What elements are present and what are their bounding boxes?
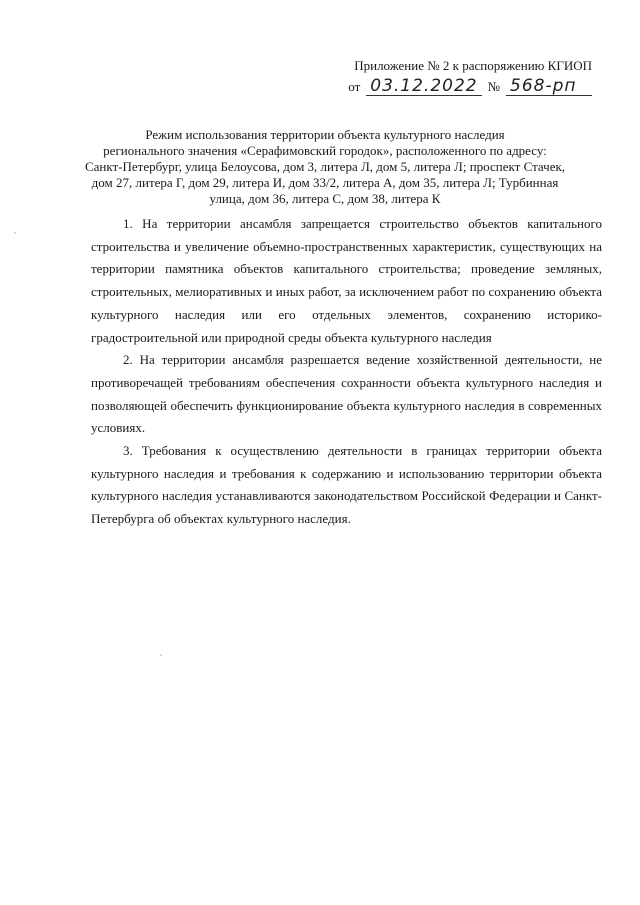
order-reference (348, 77, 592, 96)
document-header (348, 57, 592, 96)
number-label: № (487, 79, 500, 94)
document-body (91, 213, 602, 531)
order-number-handwritten: 568-рп (506, 77, 592, 96)
scan-mark (160, 654, 162, 656)
appendix-label: Приложение № 2 к распоряжению КГИОП (354, 58, 592, 73)
title-line: дом 27, литера Г, дом 29, литера И, дом 33/2, литера А, дом 35, литера Л; Турбинная (91, 175, 559, 190)
title-line: улица, дом 36, литера С, дом 38, литера К (209, 191, 441, 206)
paragraph-3: 3. Требования к осуществлению деятельности в границах территории объекта культурного наследия и требования к содержанию и использованию территории объекта культурного наследия устанавливаются законодательством Российской Федерации и Санкт-Петербурга об объектах культурного наследия. (91, 443, 602, 527)
title-line: Режим использования территории объекта культурного наследия (145, 127, 505, 142)
order-date-handwritten: 03.12.2022 (366, 77, 481, 96)
title-line: Санкт-Петербург, улица Белоусова, дом 3, литера Л, дом 5, литера Л; проспект Стачек, (84, 159, 566, 174)
paragraph-2: 2. На территории ансамбля разрешается ведение хозяйственной деятельности, не противоречащей требованиям обеспечения сохранности объекта культурного наследия и позволяющей обеспечить функционирование объекта культурного наследия в современных условиях. (91, 352, 602, 436)
paragraph-1: 1. На территории ансамбля запрещается строительство объектов капитального строительства и увеличение объемно-пространственных характеристик, существующих на территории памятника объектов капитального строительства; проведение земляных, строительных, мелиоративных и иных работ, за исключением работ по сохранению объекта культурного наследия или его отдельных элементов, сохранению историко-градостроительной или природной среды объекта культурного наследия (91, 216, 602, 345)
from-label: от (348, 79, 361, 94)
title-line: регионального значения «Серафимовский городок», расположенного по адресу: (103, 143, 547, 158)
document-title (80, 127, 570, 207)
scan-mark (14, 232, 16, 234)
